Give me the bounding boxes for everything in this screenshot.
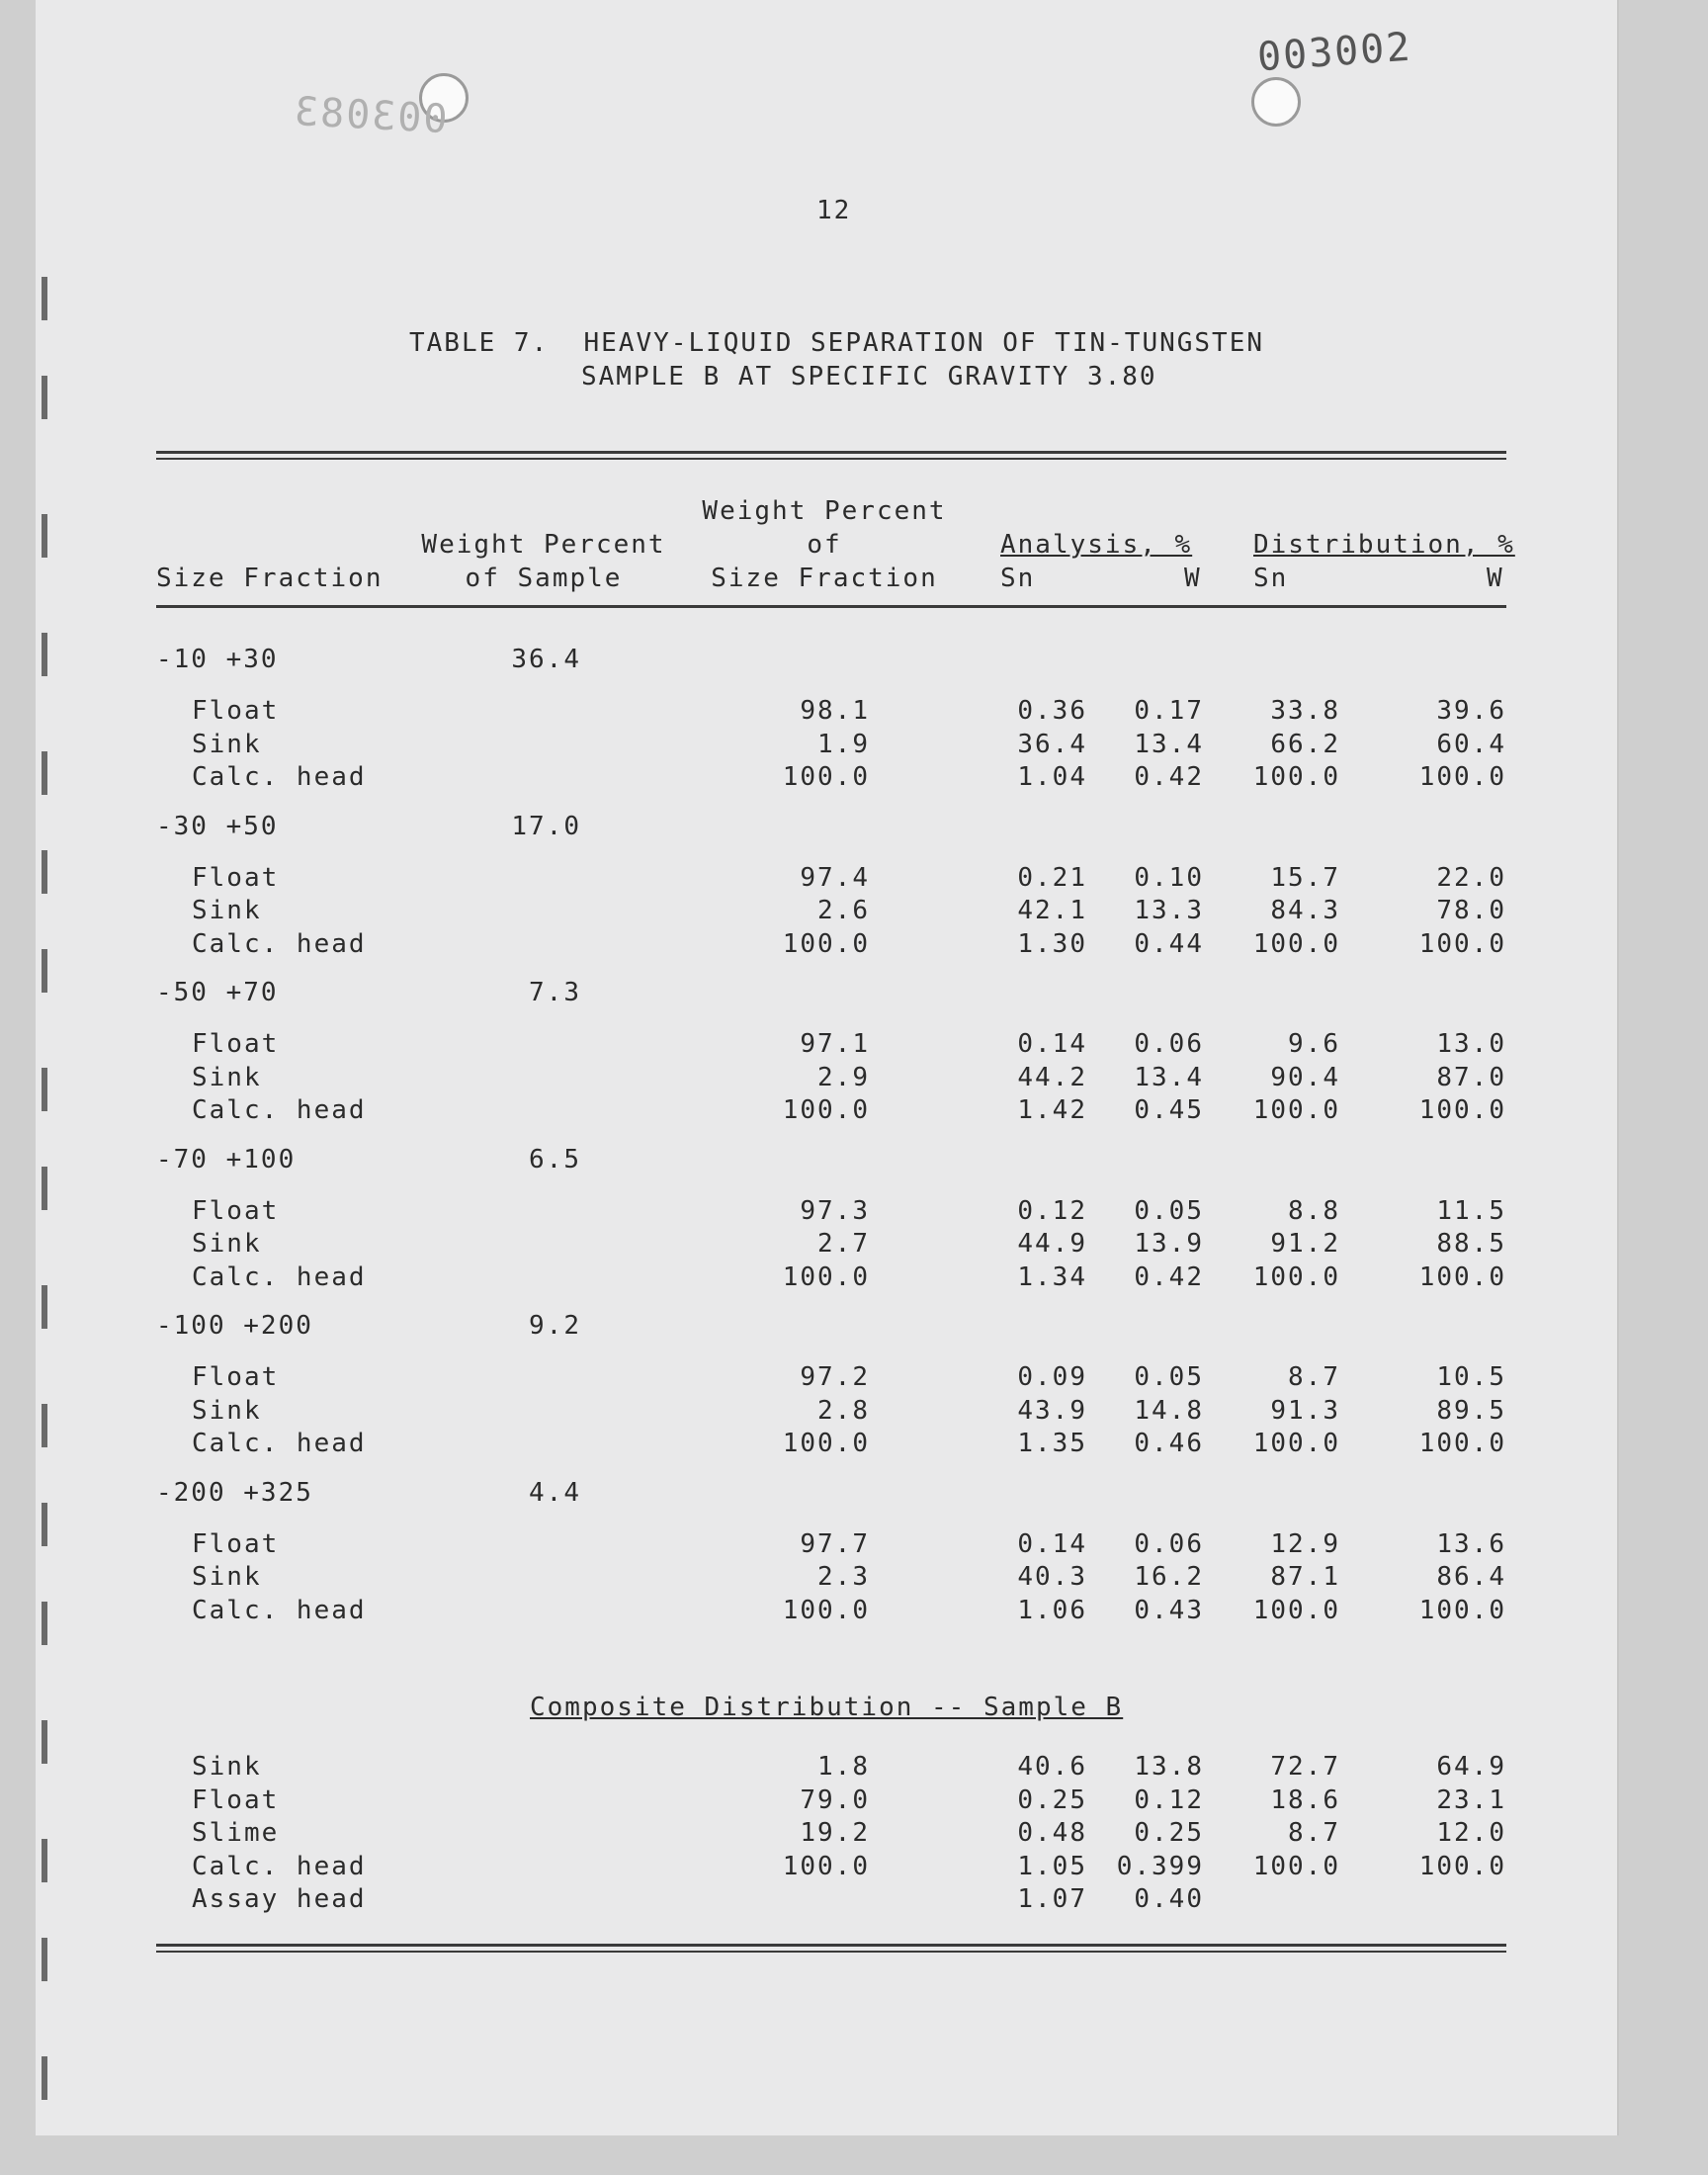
header-wpsf-line1: Weight Percent [702,496,947,526]
cell-an-w: 0.05 [1134,1362,1204,1392]
cell-d-sn: 12.9 [1270,1528,1340,1559]
weight-percent-of-sample: 9.2 [529,1311,581,1341]
top-rule-second [156,458,1506,460]
binder-mark [42,949,47,993]
binder-mark [42,633,47,676]
row-label: Sink [192,1062,262,1092]
cell-an-w: 0.17 [1134,696,1204,726]
cell-d-w: 100.0 [1418,762,1506,792]
binder-mark [42,2056,47,2100]
row-label: Calc. head [192,762,367,792]
cell-an-sn: 0.14 [1017,1029,1087,1059]
row-label: Sink [192,896,262,925]
cell-an-w: 0.42 [1134,1262,1204,1292]
cell-an-sn: 42.1 [1017,896,1087,925]
weight-percent-of-sample: 36.4 [511,645,581,674]
cell-an-sn: 44.9 [1017,1229,1087,1259]
row-label: Sink [192,729,262,759]
composite-cell-d-sn: 8.7 [1288,1818,1340,1848]
binder-mark [42,277,47,320]
cell-an-w: 13.3 [1134,896,1204,925]
row-label: Float [192,1362,280,1392]
composite-cell-an-w: 0.12 [1134,1784,1204,1815]
composite-cell-an-w: 0.399 [1116,1851,1204,1881]
cell-an-sn: 1.35 [1017,1429,1087,1458]
binder-mark [42,1602,47,1645]
composite-cell-an-sn: 1.07 [1017,1884,1087,1914]
cell-d-w: 100.0 [1418,1595,1506,1625]
cell-d-sn: 8.7 [1288,1362,1340,1392]
cell-d-w: 100.0 [1418,928,1506,959]
size-fraction-label: -50 +70 [156,978,279,1007]
composite-cell-d-sn: 72.7 [1270,1752,1340,1782]
header-analysis-sn: Sn [1000,564,1036,593]
cell-d-w: 39.6 [1436,696,1506,726]
cell-an-sn: 0.12 [1017,1195,1087,1226]
cell-an-w: 0.44 [1134,928,1204,959]
cell-wpsf: 100.0 [782,1262,870,1292]
cell-d-sn: 84.3 [1270,896,1340,925]
binder-mark [42,1839,47,1882]
size-fraction-label: -30 +50 [156,811,279,841]
cell-d-w: 100.0 [1418,1262,1506,1292]
composite-row-label: Float [192,1784,280,1815]
row-label: Float [192,696,280,726]
cell-d-sn: 91.3 [1270,1395,1340,1426]
cell-d-sn: 9.6 [1288,1029,1340,1059]
header-analysis: Analysis, % [1000,530,1193,560]
cell-wpsf: 100.0 [782,1095,870,1125]
row-label: Sink [192,1395,262,1426]
composite-cell-d-sn: 18.6 [1270,1784,1340,1815]
binder-mark [42,376,47,419]
binder-mark [42,1068,47,1111]
weight-percent-of-sample: 17.0 [511,811,581,841]
table-title-line1: TABLE 7. HEAVY-LIQUID SEPARATION OF TIN-TUNGSTEN [409,328,1265,358]
binder-mark [42,514,47,558]
cell-wpsf: 2.6 [817,896,870,925]
weight-percent-of-sample: 4.4 [529,1477,581,1508]
cell-wpsf: 2.3 [817,1562,870,1592]
cell-wpsf: 98.1 [800,696,870,726]
row-label: Calc. head [192,1262,367,1292]
cell-an-w: 0.42 [1134,762,1204,792]
cell-wpsf: 97.7 [800,1528,870,1559]
cell-d-w: 100.0 [1418,1429,1506,1458]
page-number: 12 [816,196,852,225]
cell-wpsf: 2.9 [817,1062,870,1092]
size-fraction-label: -200 +325 [156,1477,313,1508]
header-wpsf-line2: of [807,530,842,560]
composite-cell-an-sn: 1.05 [1017,1851,1087,1881]
cell-d-w: 13.0 [1436,1029,1506,1059]
cell-d-sn: 100.0 [1252,762,1340,792]
header-wpsf-line3: Size Fraction [711,564,938,593]
cell-d-w: 100.0 [1418,1095,1506,1125]
composite-cell-an-sn: 0.48 [1017,1818,1087,1848]
row-label: Calc. head [192,1595,367,1625]
punch-hole-right [1251,77,1301,127]
weight-percent-of-sample: 6.5 [529,1144,581,1174]
cell-an-w: 0.05 [1134,1195,1204,1226]
cell-an-sn: 1.06 [1017,1595,1087,1625]
cell-an-sn: 1.42 [1017,1095,1087,1125]
cell-an-w: 13.9 [1134,1229,1204,1259]
row-label: Float [192,1528,280,1559]
composite-cell-wpsf: 1.8 [817,1752,870,1782]
row-label: Calc. head [192,1429,367,1458]
row-label: Calc. head [192,1095,367,1125]
cell-an-sn: 1.30 [1017,928,1087,959]
cell-d-w: 88.5 [1436,1229,1506,1259]
cell-an-sn: 44.2 [1017,1062,1087,1092]
weight-percent-of-sample: 7.3 [529,978,581,1007]
composite-cell-an-sn: 0.25 [1017,1784,1087,1815]
composite-cell-d-w: 23.1 [1436,1784,1506,1815]
cell-wpsf: 2.8 [817,1395,870,1426]
size-fraction-label: -70 +100 [156,1144,297,1174]
composite-cell-d-w: 100.0 [1418,1851,1506,1881]
cell-wpsf: 1.9 [817,729,870,759]
row-label: Float [192,1029,280,1059]
cell-d-sn: 90.4 [1270,1062,1340,1092]
cell-d-sn: 33.8 [1270,696,1340,726]
cell-d-w: 11.5 [1436,1195,1506,1226]
cell-an-w: 0.43 [1134,1595,1204,1625]
cell-d-w: 60.4 [1436,729,1506,759]
bottom-rule-second [156,1951,1506,1953]
cell-an-w: 13.4 [1134,1062,1204,1092]
header-wps-line1: Weight Percent [421,530,666,560]
header-distribution-w: W [1487,564,1504,593]
composite-row-label: Calc. head [192,1851,367,1881]
bottom-rule [156,1944,1506,1947]
cell-an-sn: 0.14 [1017,1528,1087,1559]
cell-an-sn: 1.04 [1017,762,1087,792]
binder-mark [42,1167,47,1210]
size-fraction-label: -10 +30 [156,645,279,674]
cell-d-sn: 87.1 [1270,1562,1340,1592]
cell-d-w: 13.6 [1436,1528,1506,1559]
composite-cell-d-sn: 100.0 [1252,1851,1340,1881]
header-rule [156,605,1506,608]
header-distribution: Distribution, % [1253,530,1515,560]
cell-d-w: 22.0 [1436,862,1506,893]
cell-wpsf: 100.0 [782,762,870,792]
cell-d-sn: 66.2 [1270,729,1340,759]
cell-an-sn: 1.34 [1017,1262,1087,1292]
cell-wpsf: 2.7 [817,1229,870,1259]
composite-cell-an-sn: 40.6 [1017,1752,1087,1782]
top-rule [156,451,1506,454]
cell-an-sn: 36.4 [1017,729,1087,759]
composite-row-label: Assay head [192,1884,367,1914]
bleed-through-number: 003083 [291,88,449,143]
header-size-fraction: Size Fraction [156,564,384,593]
header-analysis-w: W [1184,564,1202,593]
composite-cell-d-w: 64.9 [1436,1752,1506,1782]
cell-d-w: 86.4 [1436,1562,1506,1592]
binder-mark [42,751,47,795]
cell-an-w: 0.46 [1134,1429,1204,1458]
cell-wpsf: 97.4 [800,862,870,893]
cell-an-w: 0.10 [1134,862,1204,893]
header-wps-line2: of Sample [465,564,623,593]
cell-d-sn: 91.2 [1270,1229,1340,1259]
cell-an-w: 0.06 [1134,1528,1204,1559]
composite-row-label: Sink [192,1752,262,1782]
row-label: Float [192,862,280,893]
composite-cell-d-w: 12.0 [1436,1818,1506,1848]
cell-an-w: 13.4 [1134,729,1204,759]
composite-row-label: Slime [192,1818,280,1848]
cell-d-sn: 100.0 [1252,1429,1340,1458]
composite-cell-wpsf: 100.0 [782,1851,870,1881]
document-number: 003002 [1255,24,1413,81]
binder-mark [42,1404,47,1447]
binder-mark [42,1720,47,1764]
cell-wpsf: 100.0 [782,1595,870,1625]
header-distribution-sn: Sn [1253,564,1289,593]
row-label: Sink [192,1229,262,1259]
row-label: Float [192,1195,280,1226]
cell-an-w: 0.45 [1134,1095,1204,1125]
cell-an-w: 0.06 [1134,1029,1204,1059]
composite-cell-an-w: 0.40 [1134,1884,1204,1914]
cell-an-sn: 40.3 [1017,1562,1087,1592]
cell-d-w: 78.0 [1436,896,1506,925]
cell-d-sn: 100.0 [1252,928,1340,959]
binder-mark [42,850,47,894]
cell-d-sn: 100.0 [1252,1262,1340,1292]
cell-an-sn: 0.09 [1017,1362,1087,1392]
row-label: Sink [192,1562,262,1592]
cell-d-sn: 8.8 [1288,1195,1340,1226]
composite-cell-an-w: 13.8 [1134,1752,1204,1782]
cell-an-sn: 43.9 [1017,1395,1087,1426]
composite-cell-wpsf: 79.0 [800,1784,870,1815]
cell-an-w: 16.2 [1134,1562,1204,1592]
size-fraction-label: -100 +200 [156,1311,313,1341]
cell-wpsf: 97.3 [800,1195,870,1226]
cell-wpsf: 100.0 [782,1429,870,1458]
cell-wpsf: 97.1 [800,1029,870,1059]
binder-mark [42,1503,47,1546]
cell-d-sn: 15.7 [1270,862,1340,893]
cell-an-sn: 0.36 [1017,696,1087,726]
cell-d-w: 89.5 [1436,1395,1506,1426]
cell-d-sn: 100.0 [1252,1095,1340,1125]
cell-d-w: 10.5 [1436,1362,1506,1392]
row-label: Calc. head [192,928,367,959]
table-title-line2: SAMPLE B AT SPECIFIC GRAVITY 3.80 [581,362,1157,392]
cell-an-w: 14.8 [1134,1395,1204,1426]
composite-cell-wpsf: 19.2 [800,1818,870,1848]
binder-mark [42,1285,47,1329]
cell-wpsf: 97.2 [800,1362,870,1392]
binder-mark [42,1938,47,1981]
cell-wpsf: 100.0 [782,928,870,959]
cell-d-w: 87.0 [1436,1062,1506,1092]
composite-title: Composite Distribution -- Sample B [530,1693,1124,1722]
cell-d-sn: 100.0 [1252,1595,1340,1625]
cell-an-sn: 0.21 [1017,862,1087,893]
composite-cell-an-w: 0.25 [1134,1818,1204,1848]
